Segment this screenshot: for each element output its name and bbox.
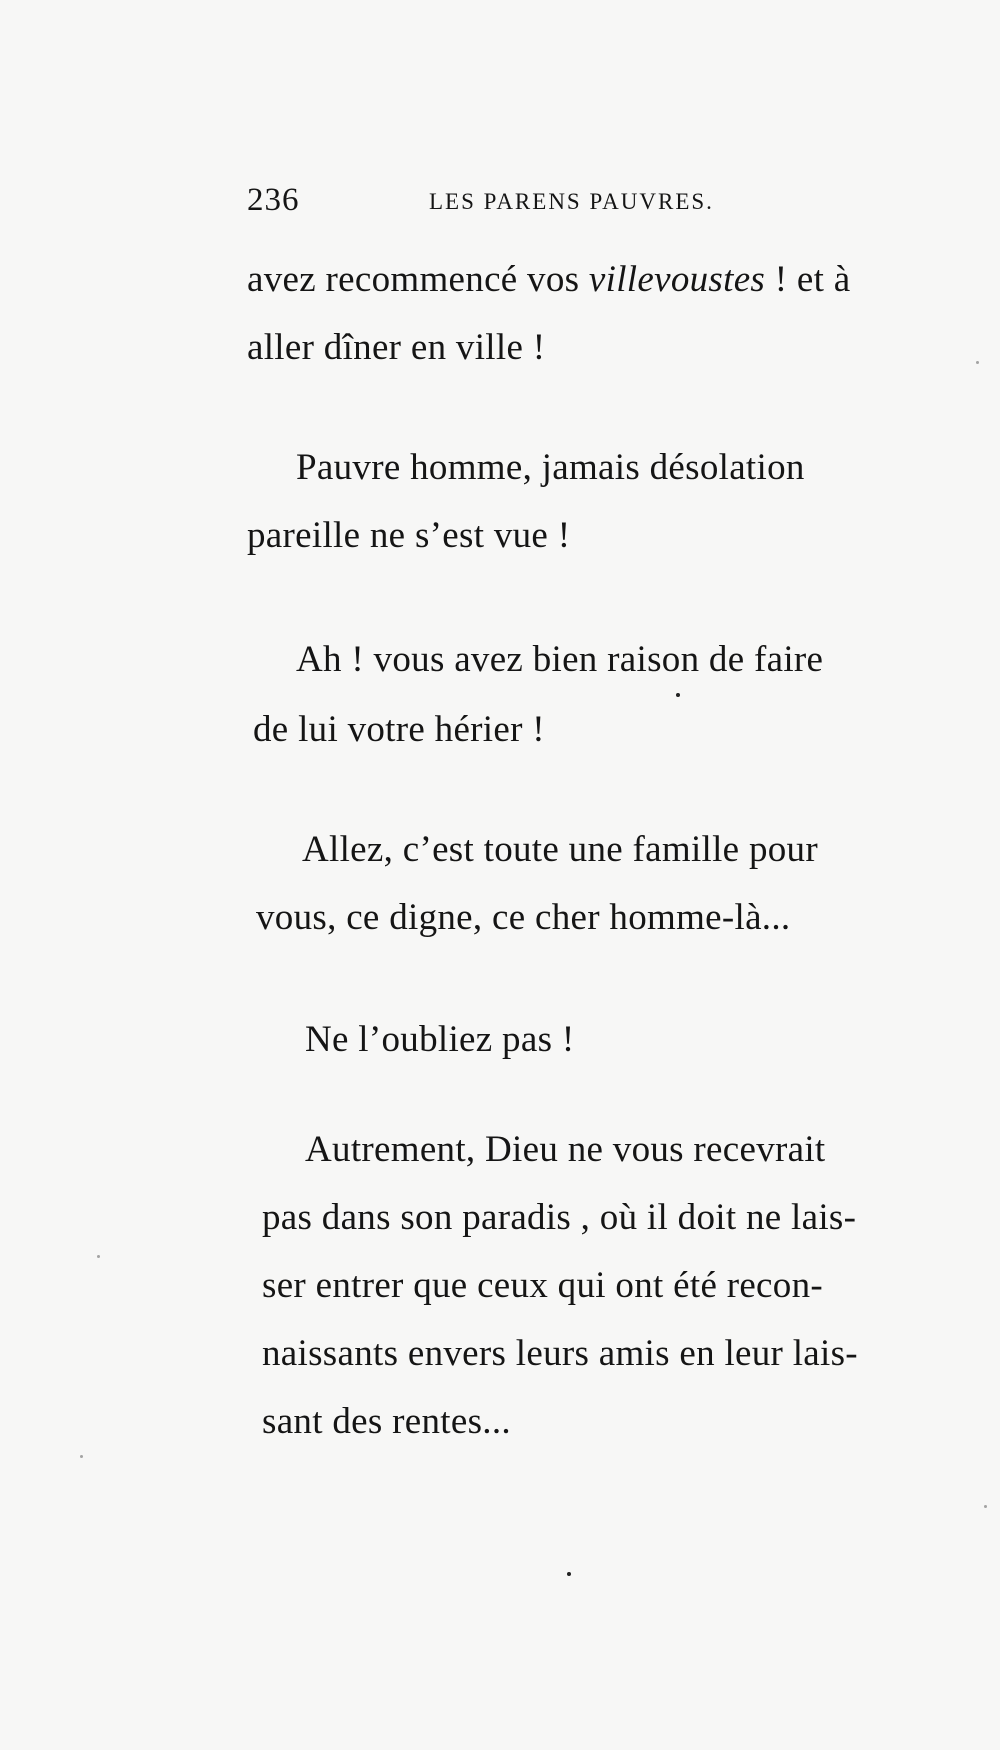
ink-dot: [567, 1572, 571, 1576]
text-line-7: Allez, c’est toute une famille pour: [302, 829, 818, 870]
italic-word: villevoustes: [588, 259, 766, 300]
running-head: [247, 182, 767, 222]
text-line-3: Pauvre homme, jamais désolation: [296, 447, 805, 488]
running-title: LES PARENS PAUVRES.: [429, 189, 714, 214]
paper-speck: [984, 1505, 987, 1508]
text-line-1-start: avez recommencé vos: [247, 259, 589, 300]
page-number: 236: [247, 182, 300, 218]
text-line-5: Ah ! vous avez bien raison de faire: [296, 639, 824, 680]
text-line-13: naissants envers leurs amis en leur lais-: [262, 1333, 858, 1374]
text-line-12: ser entrer que ceux qui ont été recon-: [262, 1265, 823, 1306]
ink-dot: [676, 693, 680, 697]
paper-speck: [976, 361, 979, 364]
text-line-11: pas dans son paradis , où il doit ne lais-: [262, 1197, 857, 1238]
text-line-10: Autrement, Dieu ne vous recevrait: [305, 1129, 826, 1170]
text-line-2: aller dîner en ville !: [247, 327, 546, 368]
text-line-4: pareille ne s’est vue !: [247, 515, 571, 556]
text-line-8: vous, ce digne, ce cher homme-là...: [256, 897, 791, 938]
text-line-14: sant des rentes...: [262, 1401, 511, 1442]
text-line-1-end: ! et à: [765, 259, 851, 300]
paper-speck: [80, 1455, 83, 1458]
text-line-1: [247, 260, 850, 300]
paper-speck: [97, 1255, 100, 1258]
text-line-9: Ne l’oubliez pas !: [305, 1019, 575, 1060]
text-line-6: de lui votre hérier !: [253, 709, 545, 750]
